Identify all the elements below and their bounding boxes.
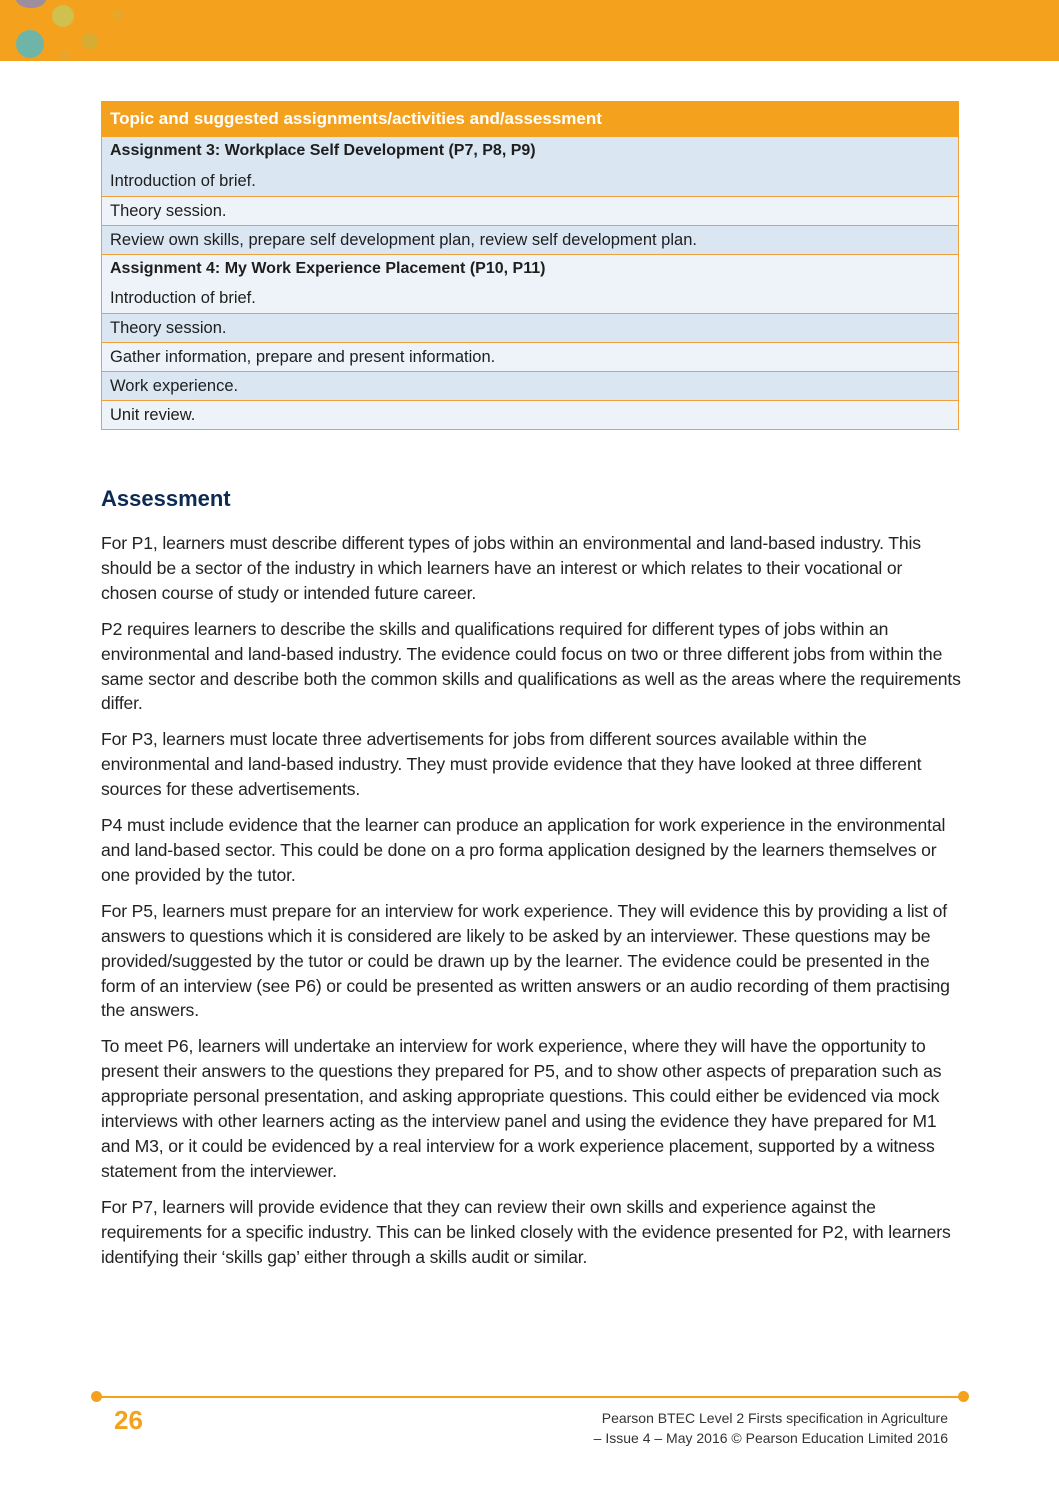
table-row xyxy=(102,284,959,314)
table-row xyxy=(102,343,959,372)
table-row-assignment-3 xyxy=(102,137,959,167)
assessment-paragraph-p5: For P5, learners must prepare for an interview for work experience. They will evidence this by providing a list of answers to questions which it is considered are likely to be asked by an interviewer. These questions may be provided/suggested by the tutor or could be drawn up by the learner. The evidence could be presented in the form of an interview (see P6) or could be presented as written answers or an audio recording of them practising the answers. xyxy=(101,900,950,1021)
table-row xyxy=(102,401,959,430)
decorative-circle-icon xyxy=(82,33,98,49)
header-band xyxy=(0,0,1059,61)
table-row xyxy=(102,225,959,254)
assessment-body xyxy=(101,531,961,1280)
decorative-circle-icon xyxy=(113,10,123,20)
table-cell: Work experience. xyxy=(102,372,959,401)
assignment-title: Assignment 3: Workplace Self Development (P7, P8, P9) xyxy=(102,137,959,167)
assessment-paragraph-p6: To meet P6, learners will undertake an interview for work experience, where they will have the opportunity to present their answers to the questions they prepared for P5, and to show other aspects of preparation such as appropriate personal presentation, and asking appropriate questions. This could either be evidenced via mock interviews with other learners acting as the interview panel and using the evidence they have prepared for M1 and M3, or it could be evidenced by a real interview for a work experience placement, supported by a witness statement from the interviewer. xyxy=(101,1036,942,1181)
table-cell: Theory session. xyxy=(102,196,959,225)
table-cell: Theory session. xyxy=(102,314,959,343)
decorative-circle-icon xyxy=(52,5,74,27)
footer-line-2: – Issue 4 – May 2016 © Pearson Education Limited 2016 xyxy=(593,1430,948,1446)
table-cell: Introduction of brief. xyxy=(102,284,959,314)
table-header: Topic and suggested assignments/activities and/assessment xyxy=(102,102,959,137)
footer-line-1: Pearson BTEC Level 2 Firsts specification in Agriculture xyxy=(601,1410,948,1426)
footer-dot-icon xyxy=(91,1391,102,1402)
footer-citation xyxy=(594,1408,948,1448)
table-row xyxy=(102,372,959,401)
decorative-circle-icon xyxy=(16,30,44,58)
table-cell: Gather information, prepare and present information. xyxy=(102,343,959,372)
table-cell: Introduction of brief. xyxy=(102,167,959,197)
table-row xyxy=(102,196,959,225)
table-cell: Unit review. xyxy=(102,401,959,430)
assessment-paragraph-p7: For P7, learners will provide evidence that they can review their own skills and experience against the requirements for a specific industry. This can be linked closely with the evidence presented for P2, with learners identifying their ‘skills gap’ either through a skills audit or similar. xyxy=(101,1196,951,1267)
table-cell: Review own skills, prepare self development plan, review self development plan. xyxy=(102,225,959,254)
footer-dot-icon xyxy=(958,1391,969,1402)
topic-assignments-table xyxy=(101,101,959,430)
assessment-heading: Assessment xyxy=(101,486,231,511)
assessment-paragraph-p2: P2 requires learners to describe the skills and qualifications required for different types of jobs within an environmental and land-based industry. The evidence could focus on two or three different jobs from within the same sector and describe both the common skills and qualifications as well as the areas where the requirements differ. xyxy=(101,618,961,714)
assignment-title: Assignment 4: My Work Experience Placement (P10, P11) xyxy=(102,254,959,284)
table-header-row xyxy=(102,102,959,137)
table-row xyxy=(102,314,959,343)
table-row-assignment-4 xyxy=(102,254,959,284)
table-row xyxy=(102,167,959,197)
footer-divider xyxy=(96,1396,964,1398)
page-number: 26 xyxy=(114,1405,143,1435)
decorative-circle-icon xyxy=(60,50,70,60)
assessment-paragraph-p4: P4 must include evidence that the learner can produce an application for work experience in the environmental and land-based sector. This could be done on a pro forma application designed by the learners themselves or one provided by the tutor. xyxy=(101,815,946,885)
assessment-paragraph-p3: For P3, learners must locate three advertisements for jobs from different sources available within the environmental and land-based industry. They must provide evidence that they have looked at three different sources for these advertisements. xyxy=(101,729,922,800)
assessment-paragraph-p1: For P1, learners must describe different types of jobs within an environmental and land-based industry. This should be a sector of the industry in which learners have an interest or which relates to their vocational or chosen course of study or intended future career. xyxy=(101,533,921,603)
